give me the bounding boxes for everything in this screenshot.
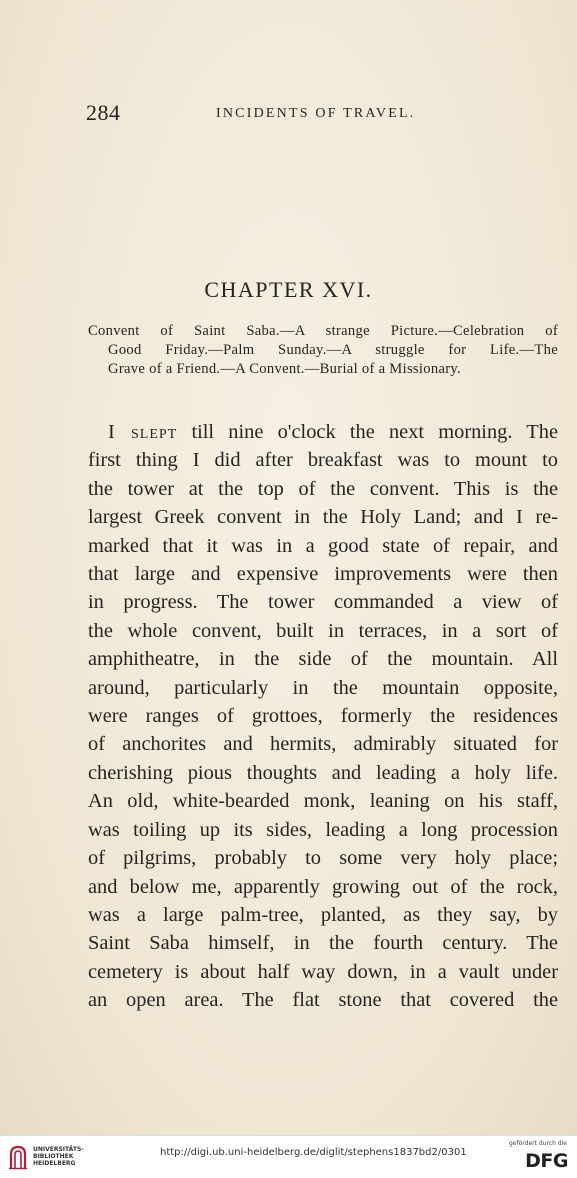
body-line: cherishing pious thoughts and leading a holy life. [88, 761, 558, 784]
university-library-logo-icon [8, 1144, 28, 1170]
chapter-summary [88, 322, 558, 379]
first-line-text: till nine o'clock the next morning. The [177, 421, 558, 443]
chapter-title: CHAPTER XVI. [204, 277, 373, 302]
summary-line: Good Friday.—Palm Sunday.—A struggle for Life.—The [108, 342, 558, 358]
summary-line: Convent of Saint Saba.—A strange Picture.—Celebration of [88, 323, 558, 339]
body-line: an open area. The flat stone that covered the [88, 989, 558, 1012]
body-line: first thing I did after breakfast was to mount to [88, 449, 558, 472]
page-number: 284 [86, 100, 121, 125]
body-line: that large and expensive improvements were then [88, 563, 558, 586]
funded-by-label: gefördert durch die [509, 1140, 567, 1147]
body-line: of anchorites and hermits, admirably situated for [88, 733, 558, 756]
body-line: largest Greek convent in the Holy Land; and I re- [88, 506, 558, 529]
body-line: in progress. The tower commanded a view of [88, 591, 558, 614]
dfg-logo: DFG [525, 1150, 568, 1172]
body-line: and below me, apparently growing out of the rock, [88, 875, 558, 898]
body-line: was toiling up its sides, leading a long procession [88, 818, 558, 841]
body-line: Saint Saba himself, in the fourth century. The [88, 932, 558, 955]
body-line: An old, white-bearded monk, leaning on his staff, [88, 790, 558, 813]
body-line: amphitheatre, in the side of the mountain. All [88, 648, 558, 671]
body-line: of pilgrims, probably to some very holy place; [88, 847, 558, 870]
body-line: were ranges of grottoes, formerly the residences [88, 705, 558, 728]
body-line: the tower at the top of the convent. This is the [88, 477, 558, 500]
running-head: INCIDENTS OF TRAVEL. [216, 106, 416, 121]
summary-line: Grave of a Friend.—A Convent.—Burial of a Missionary. [108, 361, 461, 377]
digitization-footer [0, 1135, 577, 1178]
page-header [86, 100, 554, 130]
body-line: marked that it was in a good state of repair, and [88, 534, 558, 557]
body-line: around, particularly in the mountain opposite, [88, 676, 558, 699]
body-line: the whole convent, built in terraces, in a sort of [88, 619, 558, 642]
opening-words: I slept [108, 421, 178, 443]
body-line: was a large palm-tree, planted, as they say, by [88, 903, 558, 926]
body-line: cemetery is about half way down, in a vault under [88, 960, 558, 983]
source-url-link[interactable]: http://digi.ub.uni-heidelberg.de/diglit/stephens1837bd2/0301 [160, 1147, 467, 1158]
library-name: UNIVERSITÄTS- BIBLIOTHEK HEIDELBERG [33, 1146, 84, 1167]
body-line [88, 418, 558, 446]
body-text [88, 418, 558, 1015]
